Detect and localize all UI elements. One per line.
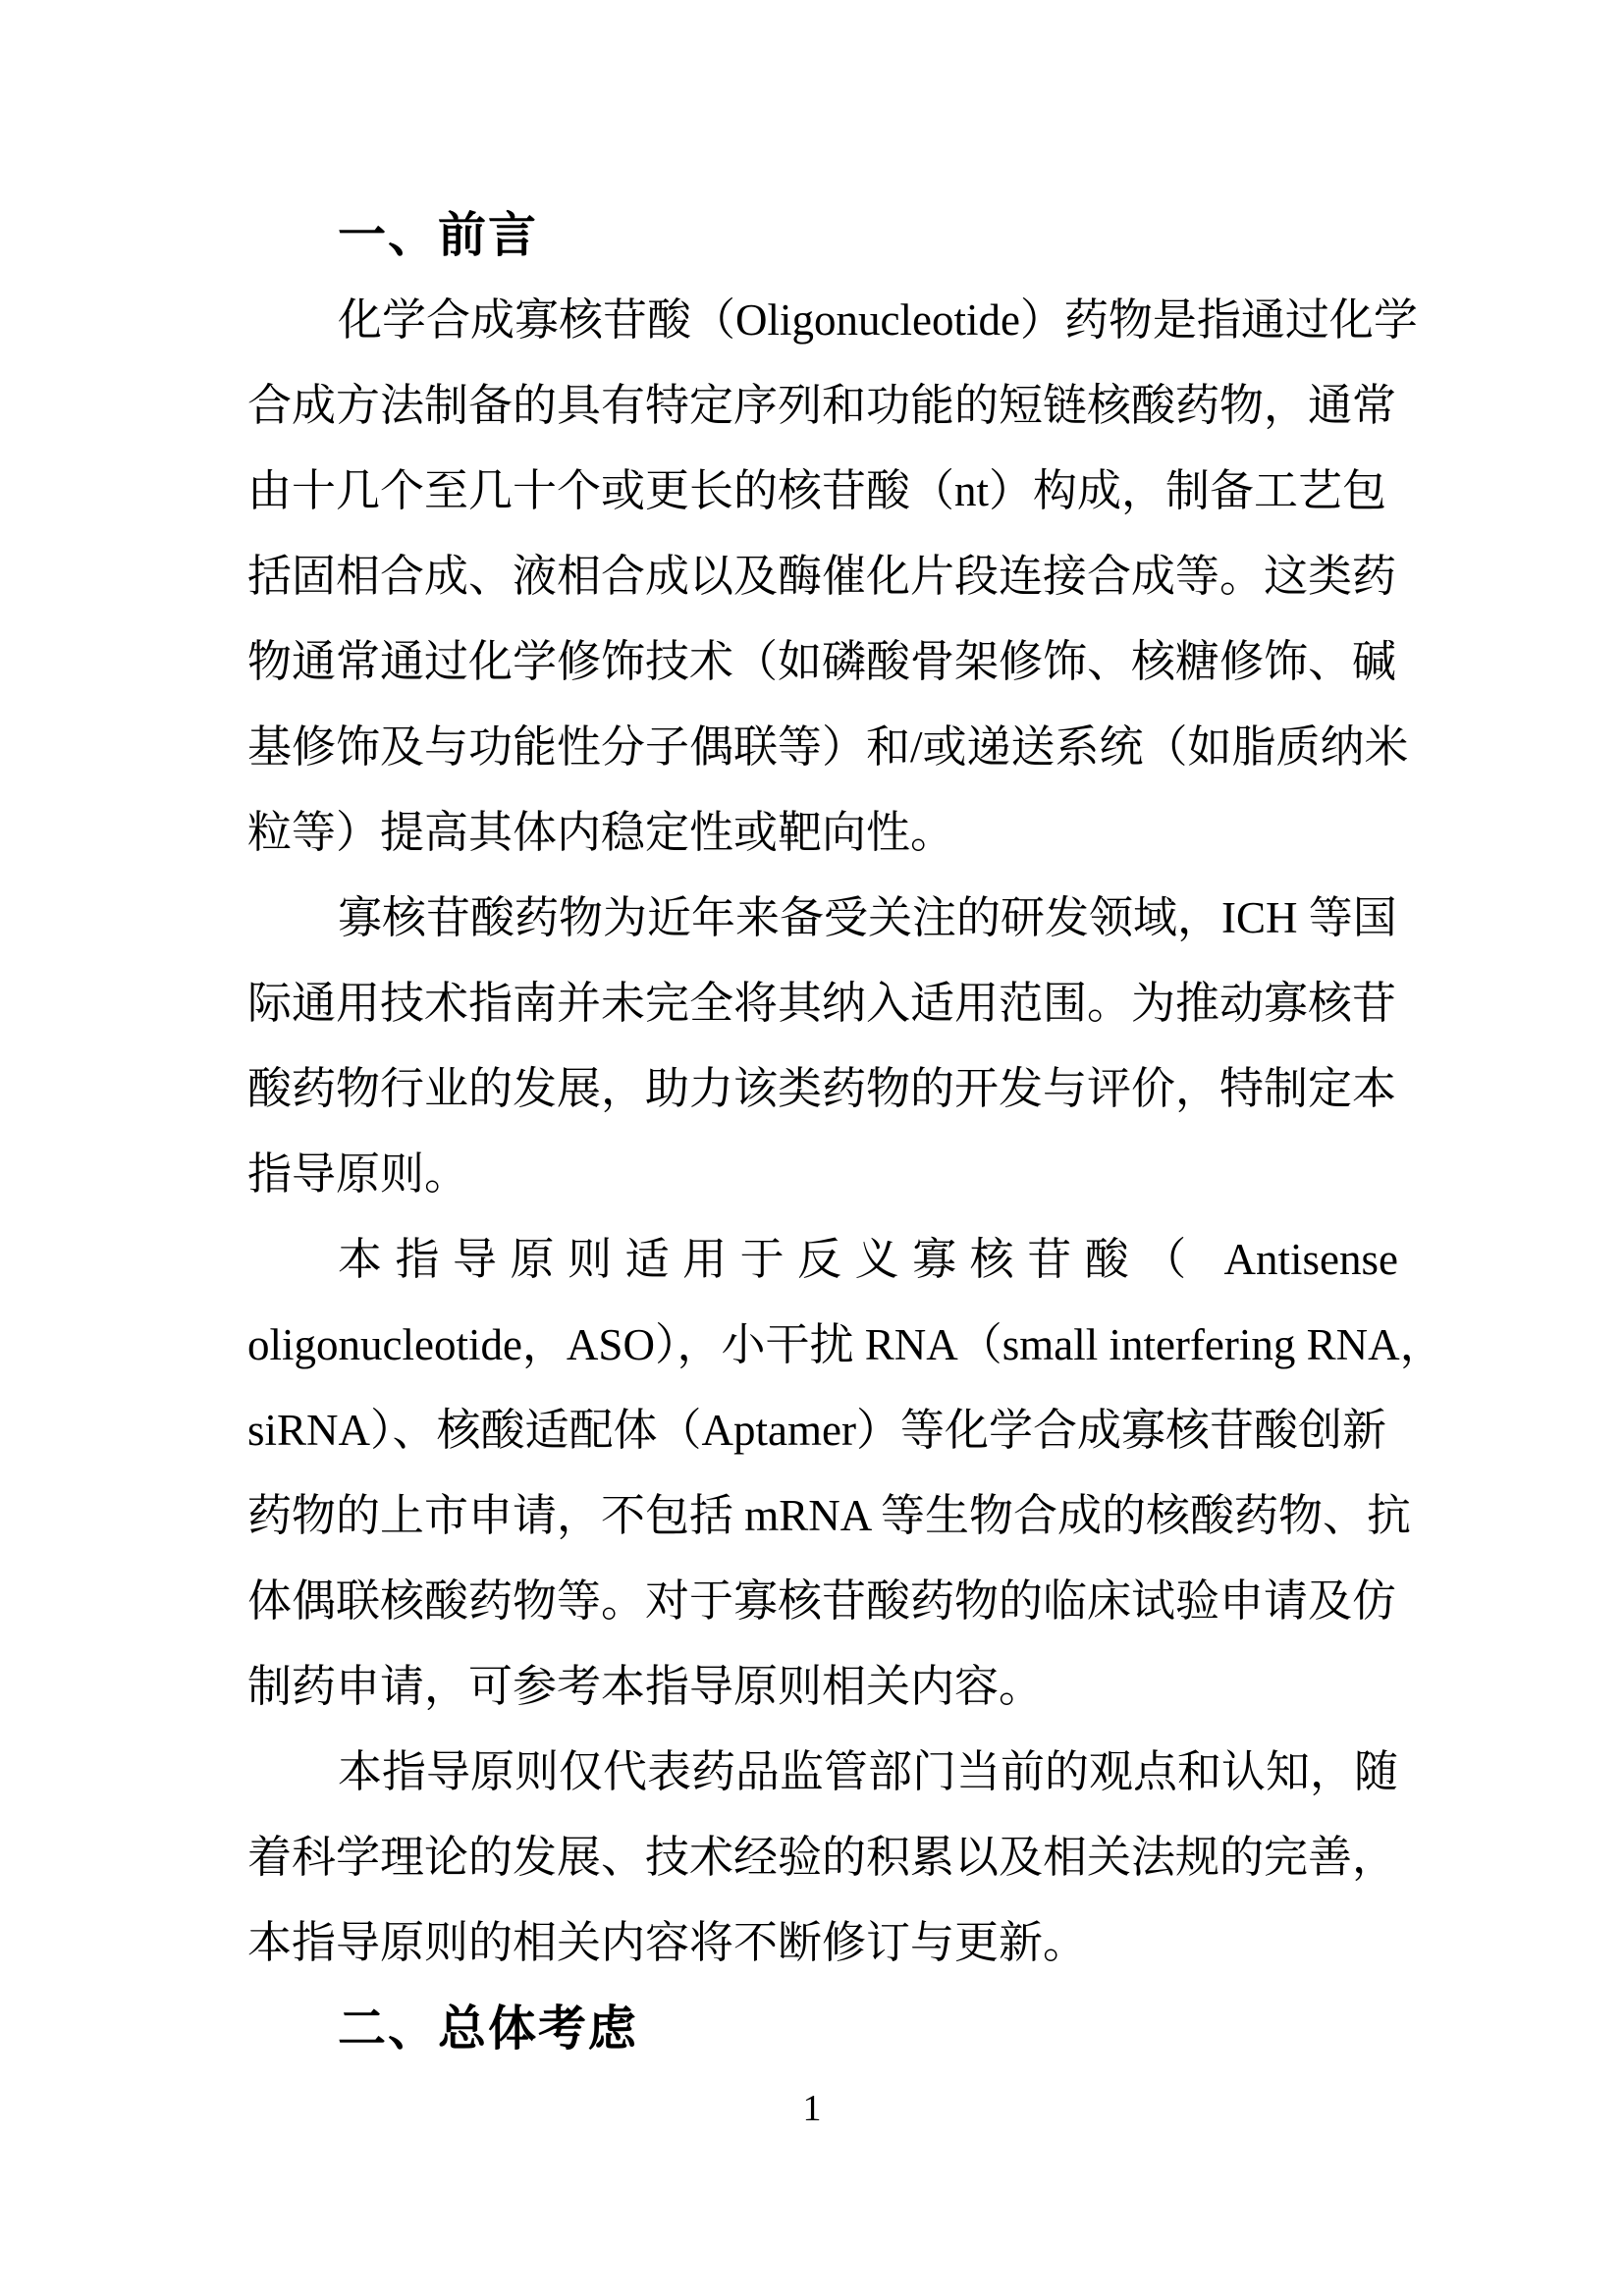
text-line: 合成方法制备的具有特定序列和功能的短链核酸药物，通常 (247, 381, 1397, 430)
text-line: 制药申请，可参考本指导原则相关内容。 (247, 1662, 1044, 1711)
text-line: 药物的上市申请，不包括 mRNA 等生物合成的核酸药物、抗 (247, 1491, 1412, 1540)
text-lines (247, 192, 1444, 2071)
text-line: 本指导原则的相关内容将不断修订与更新。 (247, 1918, 1088, 1967)
text-line: 本指导原则适用于反义寡核苷酸（ Antisense (338, 1235, 1398, 1284)
text-line: oligonucleotide，ASO），小干扰 RNA（small interfering RNA， (247, 1320, 1444, 1369)
text-line: 寡核苷酸药物为近年来备受关注的研发领域，ICH 等国 (338, 893, 1397, 942)
page-number: 1 (802, 2088, 822, 2129)
text-line: 着科学理论的发展、技术经验的积累以及相关法规的完善， (247, 1833, 1397, 1882)
text-line: siRNA）、核酸适配体（Aptamer）等化学合成寡核苷酸创新 (247, 1406, 1386, 1455)
text-line: 由十几个至几十个或更长的核苷酸（nt）构成，制备工艺包 (247, 466, 1387, 515)
section-heading: 一、前言 (338, 207, 539, 263)
text-line: 本指导原则仅代表药品监管部门当前的观点和认知，随 (338, 1747, 1399, 1796)
text-line: 体偶联核酸药物等。对于寡核苷酸药物的临床试验申请及仿 (247, 1576, 1397, 1626)
text-line: 物通常通过化学修饰技术（如磷酸骨架修饰、核糖修饰、碱 (247, 637, 1397, 686)
text-line: 基修饰及与功能性分子偶联等）和/或递送系统（如脂质纳米 (247, 722, 1409, 772)
text-line: 酸药物行业的发展，助力该类药物的开发与评价，特制定本 (247, 1064, 1397, 1113)
text-line: 粒等）提高其体内稳定性或靶向性。 (247, 808, 955, 857)
section-heading: 二、总体考虑 (338, 2001, 639, 2056)
text-line: 指导原则。 (247, 1149, 469, 1199)
text-line: 际通用技术指南并未完全将其纳入适用范围。为推动寡核苷 (247, 979, 1397, 1028)
text-line: 括固相合成、液相合成以及酶催化片段连接合成等。这类药 (247, 552, 1397, 601)
text-line: 化学合成寡核苷酸（Oligonucleotide）药物是指通过化学 (338, 295, 1418, 345)
